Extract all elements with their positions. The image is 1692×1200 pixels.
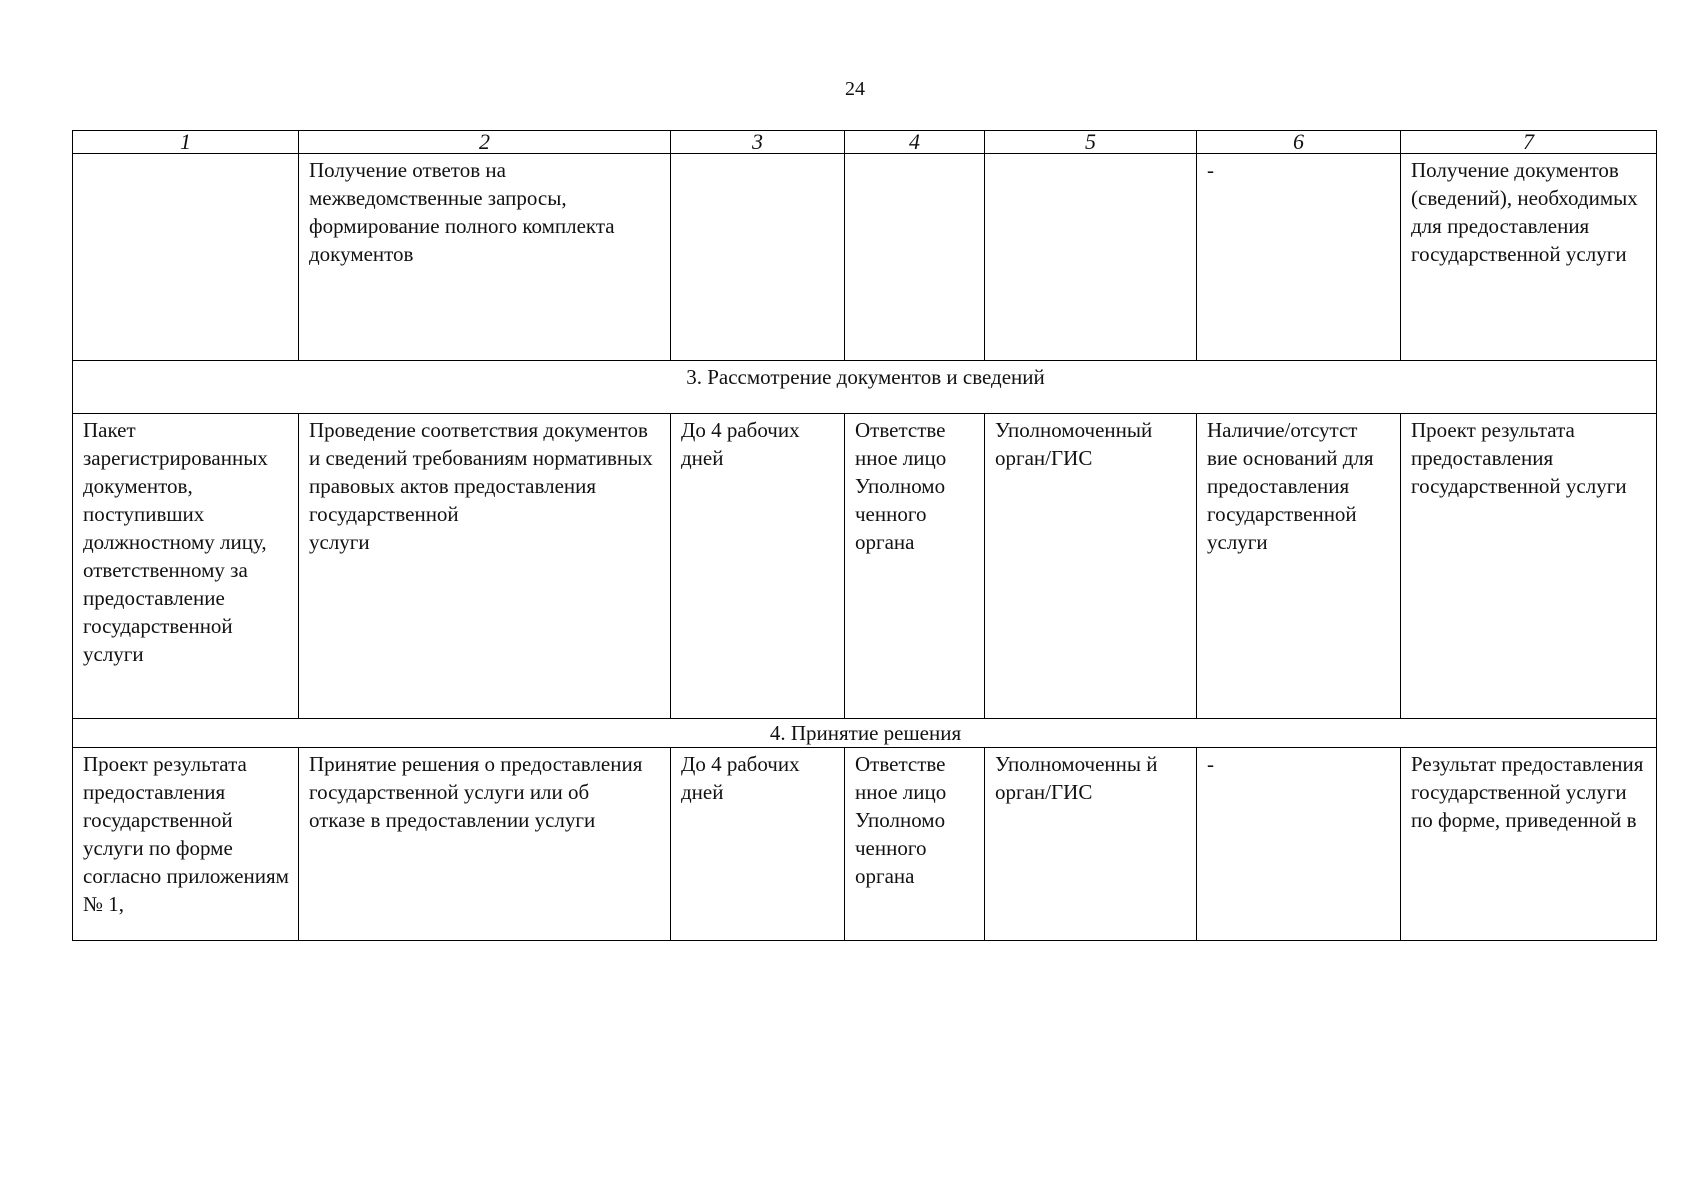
table-cell: -: [1197, 154, 1401, 361]
column-header: 1: [73, 131, 299, 154]
table-row: [73, 748, 1657, 941]
table-cell: Проект результата предоставления государственной услуги: [1401, 414, 1657, 719]
column-header: 4: [845, 131, 985, 154]
column-header: 3: [671, 131, 845, 154]
section-row: [73, 361, 1657, 414]
section-row: [73, 719, 1657, 748]
column-header: 5: [985, 131, 1197, 154]
column-header: 6: [1197, 131, 1401, 154]
table-cell: Наличие/отсутст вие оснований для предоставления государственной услуги: [1197, 414, 1401, 719]
column-header: 2: [299, 131, 671, 154]
table-cell: -: [1197, 748, 1401, 941]
table-cell: Результат предоставления государственной услуги по форме, приведенной в: [1401, 748, 1657, 941]
column-header-row: [73, 131, 1657, 154]
table-cell: Принятие решения о предоставления государственной услуги или об отказе в предоставлении услуги: [299, 748, 671, 941]
table-cell: Уполномоченный орган/ГИС: [985, 414, 1197, 719]
table-cell: До 4 рабочих дней: [671, 748, 845, 941]
table-cell: [73, 154, 299, 361]
page-number: 24: [845, 78, 865, 100]
table-cell: Ответстве нное лицо Уполномо ченного органа: [845, 414, 985, 719]
table-cell: Получение ответов на межведомственные запросы, формирование полного комплекта документов: [299, 154, 671, 361]
table-cell: До 4 рабочих дней: [671, 414, 845, 719]
table-cell: Уполномоченны й орган/ГИС: [985, 748, 1197, 941]
table-row: [73, 154, 1657, 361]
column-header: 7: [1401, 131, 1657, 154]
table-cell: [985, 154, 1197, 361]
table-cell: [671, 154, 845, 361]
section-title: 4. Принятие решения: [73, 719, 1657, 748]
table-cell: Проведение соответствия документов и сведений требованиям нормативных правовых актов предоставления государственной услуги: [299, 414, 671, 719]
section-title: 3. Рассмотрение документов и сведений: [73, 361, 1657, 414]
table-cell: Ответстве нное лицо Уполномо ченного органа: [845, 748, 985, 941]
table-cell: Получение документов (сведений), необходимых для предоставления государственной услуги: [1401, 154, 1657, 361]
procedure-table: [72, 130, 1657, 941]
table-cell: Пакет зарегистрированных документов, поступивших должностному лицу, ответственному за предоставление государственной услуги: [73, 414, 299, 719]
table-cell: [845, 154, 985, 361]
table-row: [73, 414, 1657, 719]
table-cell: Проект результата предоставления государственной услуги по форме согласно приложениям № 1,: [73, 748, 299, 941]
